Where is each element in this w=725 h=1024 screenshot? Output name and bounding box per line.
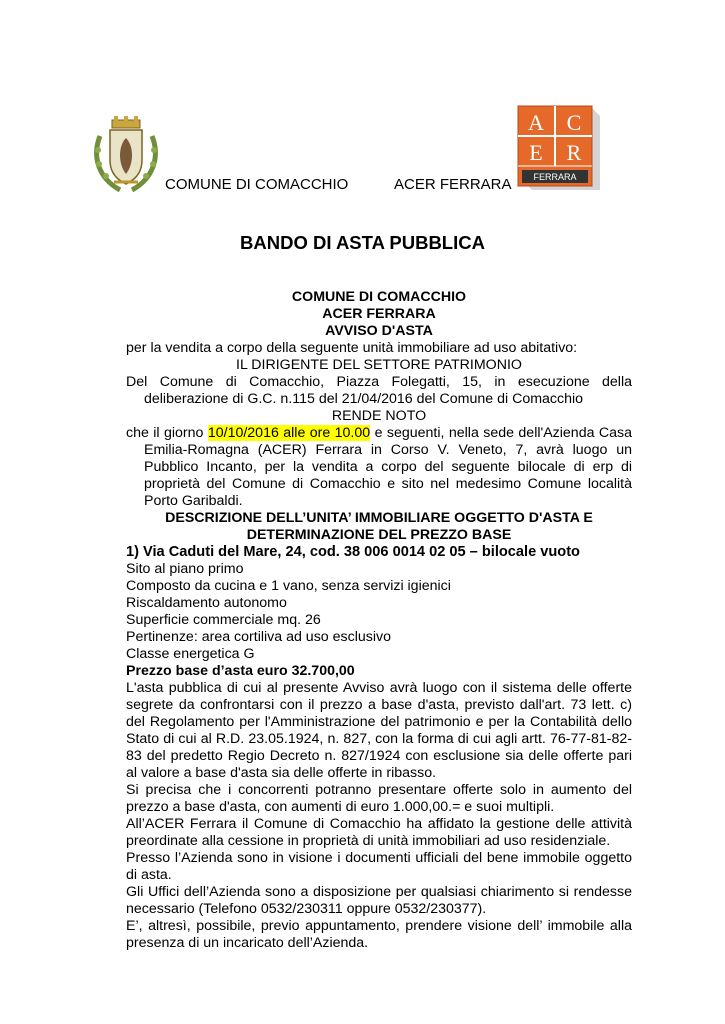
page-title: BANDO DI ASTA PUBBLICA [240, 232, 485, 253]
acer-letter-e: E [529, 140, 543, 165]
comacchio-crest-logo [90, 116, 162, 194]
document-body [126, 289, 632, 952]
paragraph-documenti: Presso l’Azienda sono in visione i documenti ufficiali del bene immobile oggetto di asta. [126, 850, 632, 883]
detail-item: Composto da cucina e 1 vano, senza servizi igienici [126, 578, 451, 594]
paragraph-acer-gestione: All’ACER Ferrara il Comune di Comacchio ha affidato la gestione delle attività preordinate alla cessione in proprietà di unità immobiliari ad uso residenziale. [126, 816, 632, 849]
acer-letter-r: R [566, 140, 582, 165]
intro-comune: COMUNE DI COMACCHIO [291, 289, 467, 305]
section-title-line1: DESCRIZIONE DELL’UNITA’ IMMOBILIARE OGGETTO D'ASTA E [165, 510, 593, 526]
intro-purpose: per la vendita a corpo della seguente unità immobiliare ad uso abitativo: [126, 340, 578, 356]
acer-letter-a: A [528, 110, 544, 135]
detail-item: Sito al piano primo [126, 561, 244, 577]
paragraph-visione-immobile: E’, altresì, possibile, previo appuntamento, prendere visione dell’ immobile alla presenza di un incaricato dell’Azienda. [126, 918, 632, 951]
giorno-post: e seguenti, nella sede dell'Azienda Casa Emilia-Romagna (ACER) Ferrara in Corso V. Veneto, 7, avrà luogo un Pubblico Incanto, per la vendita a corpo del seguente bilocale di erp di proprietà del Comune di Comacchio e sito nel medesimo Comune località Porto Garibaldi. [144, 425, 632, 509]
acer-letter-c: C [566, 110, 582, 135]
paragraph-offerte-aumento: Si precisa che i concorrenti potranno presentare offerte solo in aumento del prezzo a base d'asta, con aumenti di euro 1.000,00.= e suoi multipli. [126, 782, 632, 815]
intro-comune-paragraph: Del Comune di Comacchio, Piazza Folegatti, 15, in esecuzione della deliberazione di G.C. n.115 del 21/04/2016 del Comune di Comacchio [126, 374, 632, 407]
detail-item: Classe energetica G [126, 646, 255, 662]
intro-acer: ACER FERRARA [322, 306, 436, 322]
header-comune: COMUNE DI COMACCHIO [165, 176, 349, 193]
intro-giorno-paragraph [126, 425, 632, 510]
header-acer: ACER FERRARA [394, 176, 512, 193]
intro-rende-noto: RENDE NOTO [331, 408, 427, 424]
lot-heading: 1) Via Caduti del Mare, 24, cod. 38 006 0014 02 05 – bilocale vuoto [126, 544, 580, 560]
acer-ferrara-logo [516, 104, 600, 192]
acer-logo-caption: FERRARA [533, 172, 577, 182]
auction-date-highlight: 10/10/2016 alle ore 10.00 [207, 425, 371, 441]
detail-item: Riscaldamento autonomo [126, 595, 287, 611]
base-price: Prezzo base d’asta euro 32.700,00 [126, 663, 355, 679]
paragraph-asta-modalita: L'asta pubblica di cui al presente Avviso avrà luogo con il sistema delle offerte segrete da confrontarsi con il prezzo a base d'asta, previsto dall'art. 73 lett. c) del Regolamento per l'Amministrazione del patrimonio e per la Contabilità dello Stato di cui al R.D. 23.05.1924, n. 827, con la forma di cui agli artt. 76-77-81-82-83 del predetto Regio Decreto n. 827/1924 con esclusione sia delle offerte pari al valore a base d'asta sia delle offerte in ribasso. [126, 680, 632, 781]
intro-dirigente: IL DIRIGENTE DEL SETTORE PATRIMONIO [236, 357, 522, 373]
giorno-pre: che il giorno [126, 425, 208, 441]
intro-avviso: AVVISO D'ASTA [325, 323, 433, 339]
section-title-line2: DETERMINAZIONE DEL PREZZO BASE [246, 527, 512, 543]
detail-item: Pertinenze: area cortiliva ad uso esclusivo [126, 629, 391, 645]
detail-item: Superficie commerciale mq. 26 [126, 612, 321, 628]
paragraph-uffici-contatti: Gli Uffici dell’Azienda sono a disposizione per qualsiasi chiarimento si rendesse necessario (Telefono 0532/230311 oppure 0532/230377). [126, 884, 632, 917]
